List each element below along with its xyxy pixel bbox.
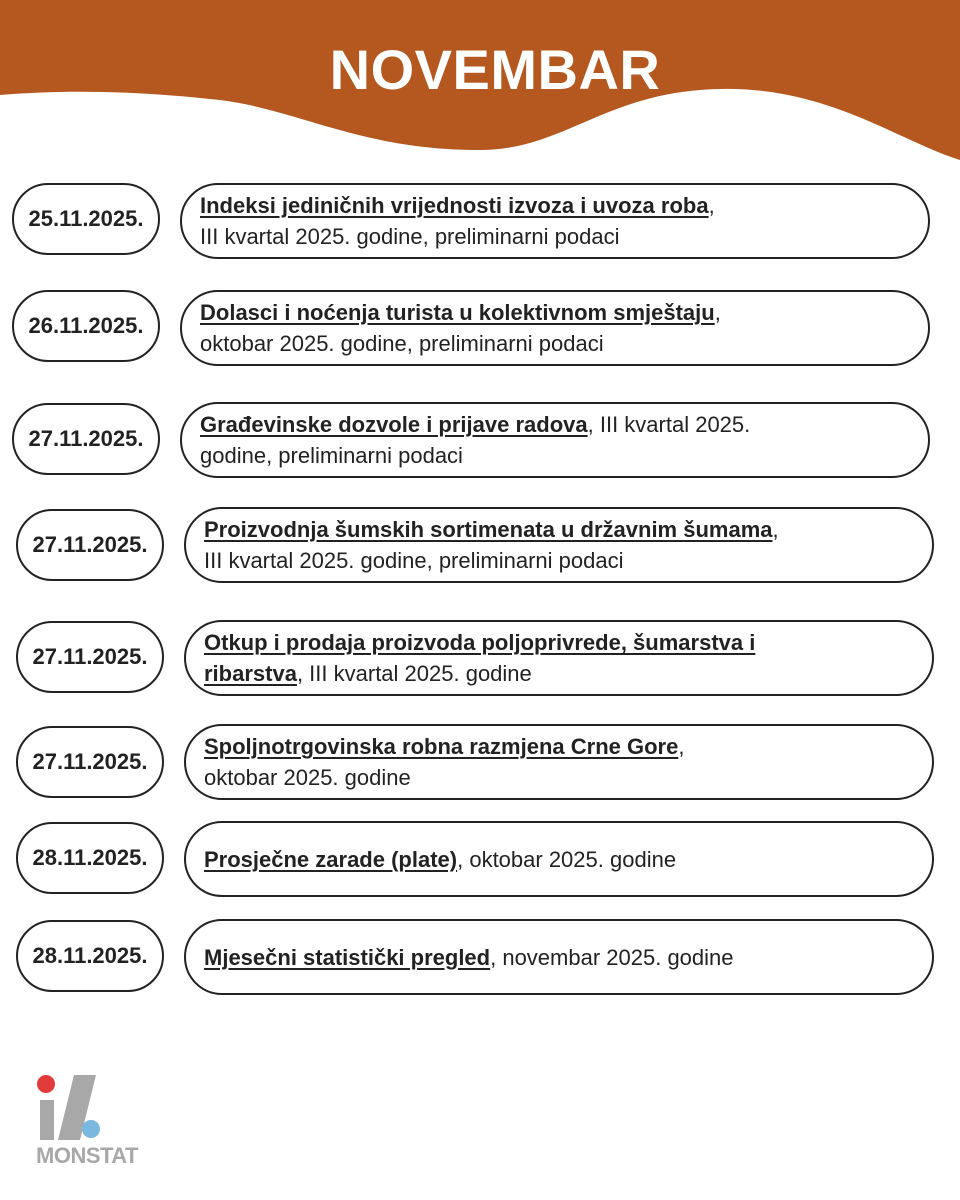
event-title-link[interactable]: ribarstva (204, 661, 297, 686)
event-item[interactable] (184, 724, 934, 800)
date-badge: 27.11.2025. (16, 621, 164, 693)
event-item[interactable] (180, 290, 930, 366)
event-details: , (678, 734, 685, 759)
event-details: III kvartal 2025. godine, preliminarni podaci (200, 224, 620, 249)
event-details: , (708, 193, 715, 218)
event-title-link[interactable]: Prosječne zarade (plate) (204, 846, 458, 872)
event-details: oktobar 2025. godine (204, 765, 411, 790)
logo-left-bar (40, 1100, 54, 1140)
event-details: , III kvartal 2025. (587, 412, 751, 437)
date-badge: 27.11.2025. (16, 726, 164, 798)
event-text (200, 409, 750, 471)
event-title-link[interactable]: Otkup i prodaja proizvoda poljoprivrede, šumarstva i (204, 630, 756, 655)
event-details: oktobar 2025. godine, preliminarni podaci (200, 331, 604, 356)
date-badge: 27.11.2025. (16, 509, 164, 581)
event-title-link[interactable]: Spoljnotrgovinska robna razmjena Crne Gore (204, 734, 679, 759)
event-item[interactable] (184, 507, 934, 583)
event-item[interactable] (180, 183, 930, 259)
event-details: , III kvartal 2025. godine (296, 661, 532, 686)
date-badge: 26.11.2025. (12, 290, 160, 362)
event-details: , (772, 517, 779, 542)
logo-red-dot (37, 1075, 55, 1093)
monstat-logo-text: MONSTAT (36, 1143, 138, 1168)
event-title-link[interactable]: Indeksi jediničnih vrijednosti izvoza i uvoza roba (200, 193, 709, 218)
event-title-link[interactable]: Proizvodnja šumskih sortimenata u državnim šumama (204, 517, 773, 542)
event-title-link[interactable]: Dolasci i noćenja turista u kolektivnom smještaju (200, 300, 715, 325)
event-text (204, 514, 779, 576)
date-badge: 27.11.2025. (12, 403, 160, 475)
event-item[interactable] (180, 402, 930, 478)
event-details: godine, preliminarni podaci (200, 443, 463, 468)
event-text (200, 190, 715, 252)
date-badge: 28.11.2025. (16, 920, 164, 992)
event-text (200, 297, 721, 359)
event-details: , (714, 300, 721, 325)
month-title: NOVEMBAR (329, 38, 661, 101)
event-item[interactable] (184, 919, 934, 995)
event-text (204, 731, 684, 793)
event-text (204, 844, 676, 875)
event-item[interactable] (184, 821, 934, 897)
event-details: III kvartal 2025. godine, preliminarni podaci (204, 548, 624, 573)
event-details: , novembar 2025. godine (490, 944, 734, 970)
event-text (204, 627, 755, 689)
event-item[interactable] (184, 620, 934, 696)
event-text (204, 942, 734, 973)
event-title-link[interactable]: Mjesečni statistički pregled (204, 944, 491, 970)
event-details: , oktobar 2025. godine (457, 846, 677, 872)
logo-blue-dot (82, 1120, 100, 1138)
event-title-link[interactable]: Građevinske dozvole i prijave radova (200, 412, 588, 437)
date-badge: 28.11.2025. (16, 822, 164, 894)
date-badge: 25.11.2025. (12, 183, 160, 255)
